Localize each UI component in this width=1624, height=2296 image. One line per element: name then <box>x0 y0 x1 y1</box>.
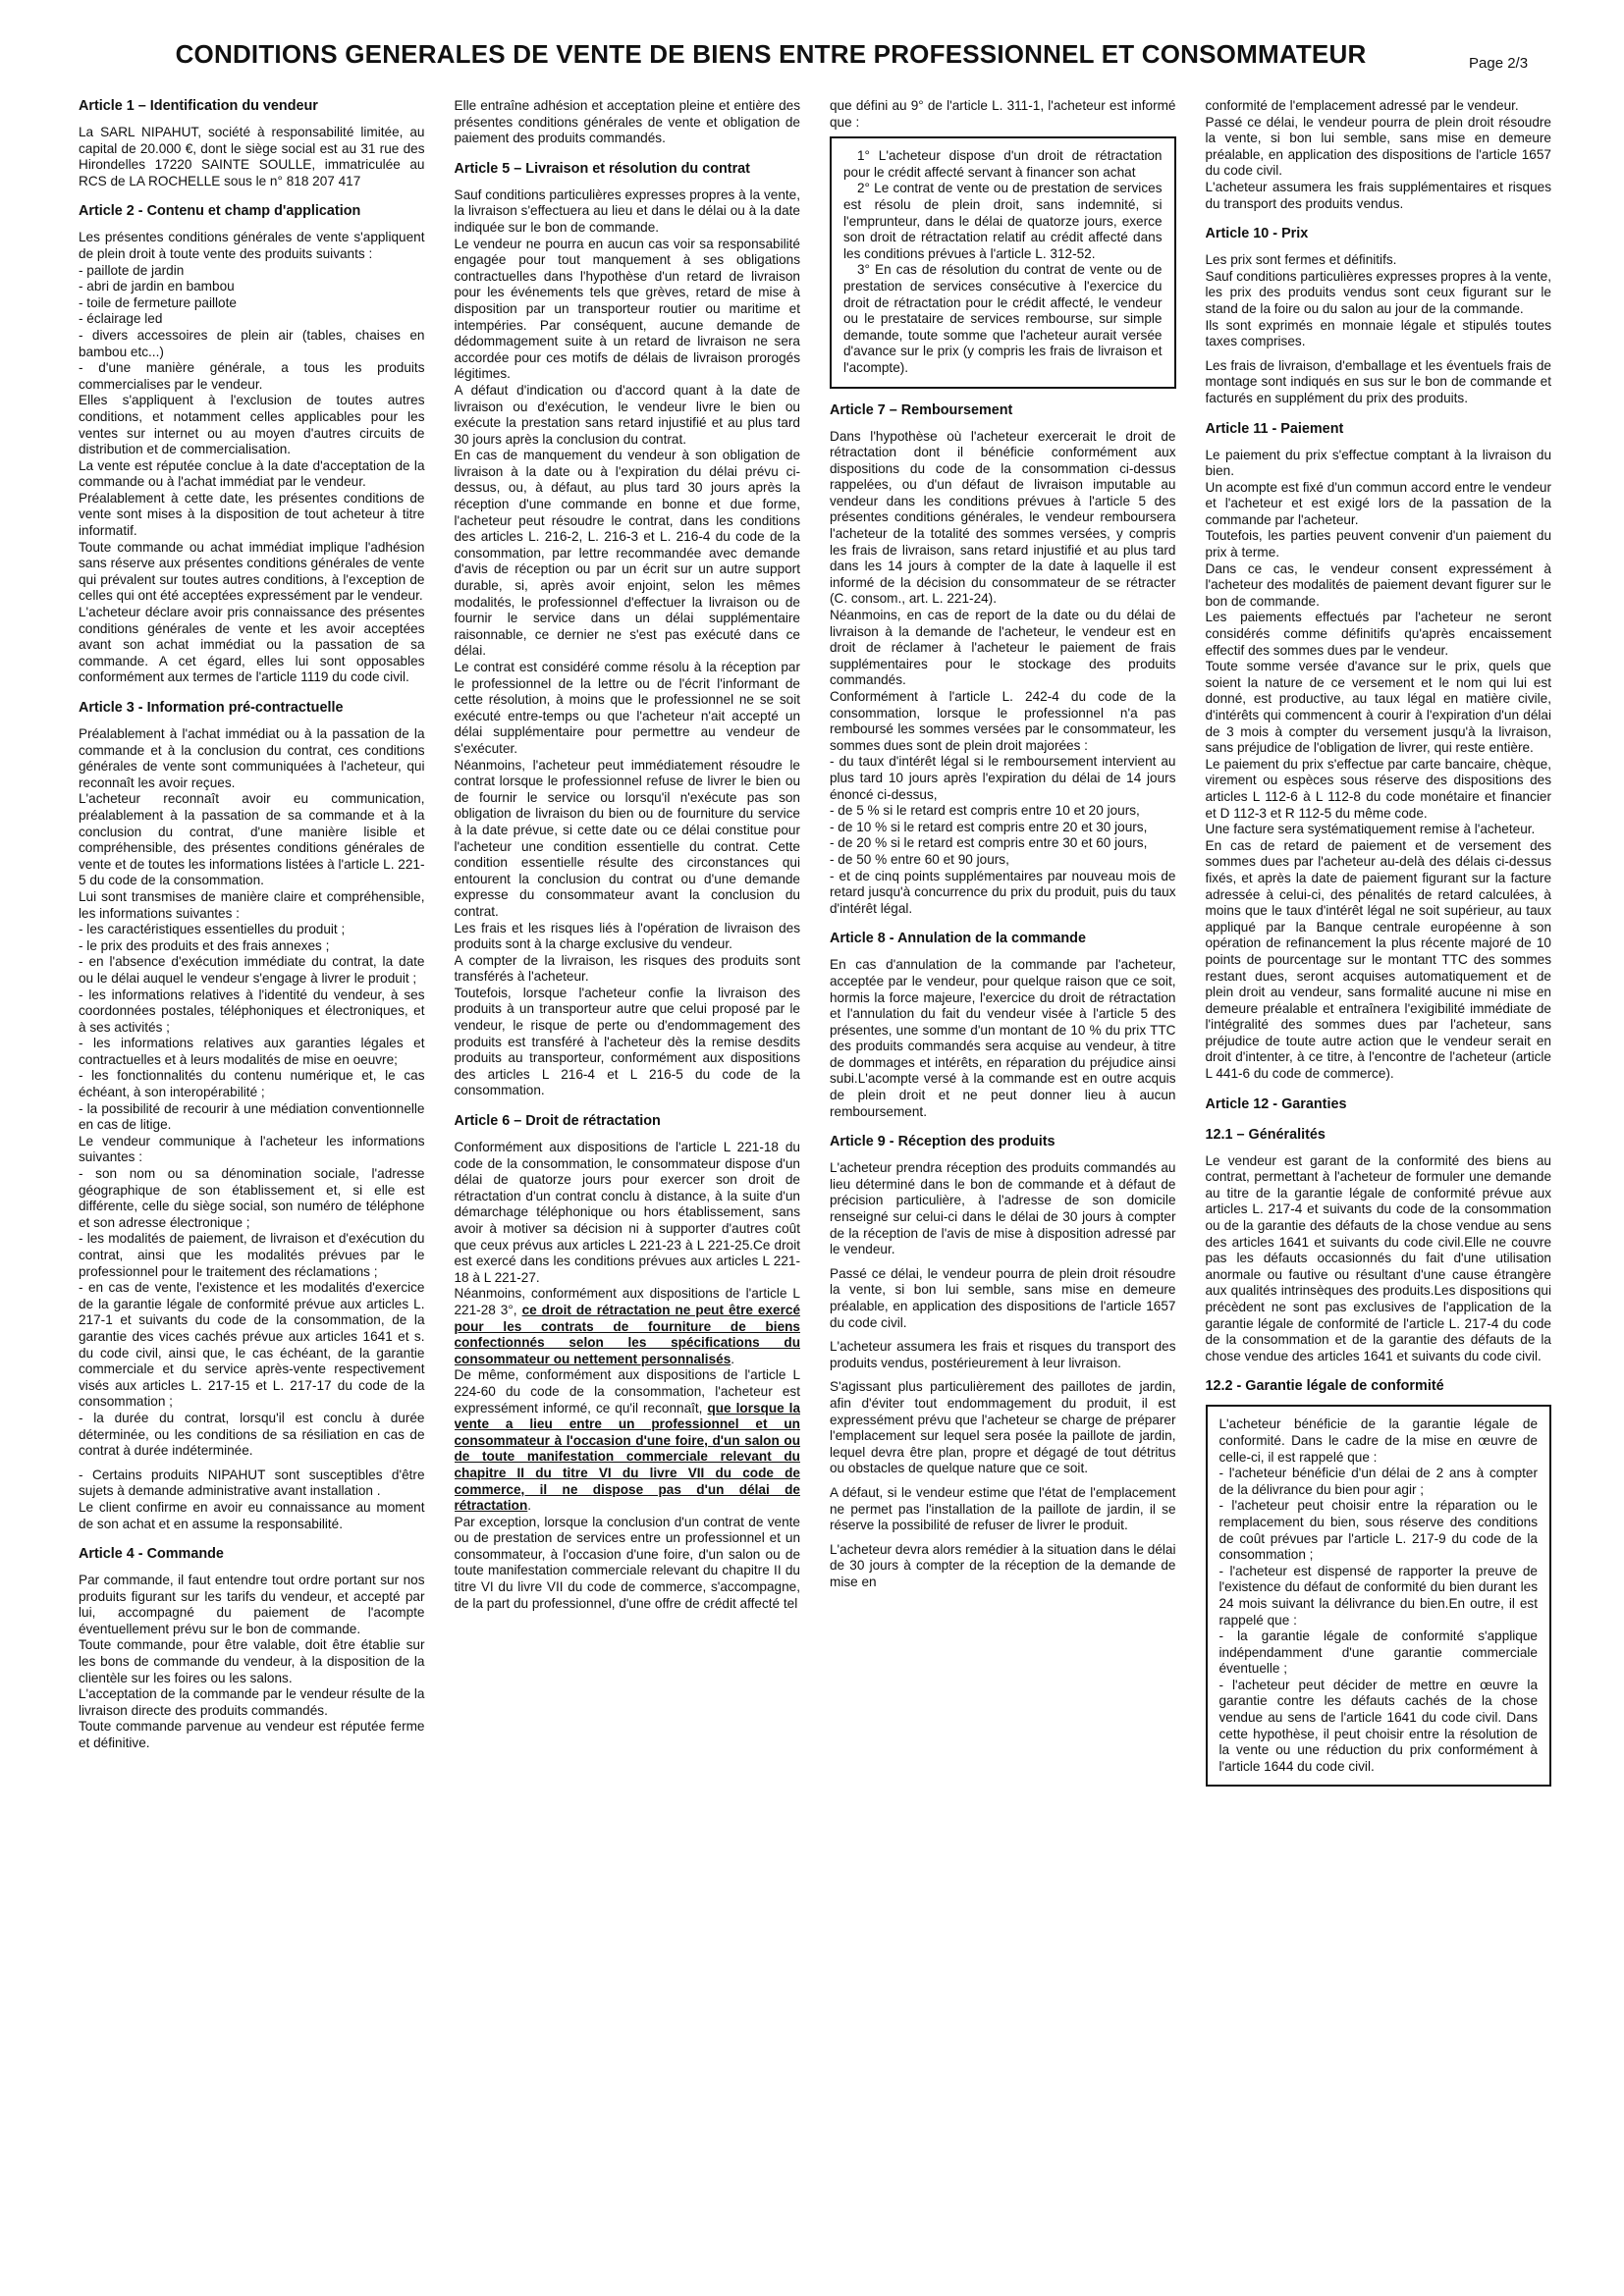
article-3-paragraph: L'acheteur reconnaît avoir eu communication, préalablement à la passation de sa commande et à la conclusion du contrat, d'une manière lisible et compréhensible, des présentes conditions générales de vente et de toutes les informations listées à l'article L. 221-5 du code de la consommation. <box>79 791 425 888</box>
article-7-paragraph: Conformément à l'article L. 242-4 du code de la consommation, lorsque le professionnel n'a pas remboursé les sommes versées par le consommateur, les sommes dues sont de plein droit majorées : <box>830 689 1176 753</box>
article-5-paragraph: En cas de manquement du vendeur à son obligation de livraison à la date ou à l'expiration du délai prévu ci-dessus, ou, à défaut, au plus tard 30 jours après la réception d'une commande en bonne et due forme, l'acheteur peut résoudre le contrat, dans les conditions des articles L. 216-2, L. 216-3 et L. 216-4 du code de la consommation, par lettre recommandée avec demande d'avis de réception ou par un écrit sur un autre support durable, si, après avoir enjoint, selon les mêmes modalités, le professionnel d'effectuer la livraison ou de fournir le service dans un délai supplémentaire raisonnable, ce dernier ne s'est pas exécuté dans ce délai. <box>454 448 800 659</box>
article-6-text: De même, conformément aux dispositions de l'article L 224-60 du code de la consommation, l'acheteur est expressément informé, ce qu'il reconnaît, <box>454 1367 800 1415</box>
article-3-list-item: - la durée du contrat, lorsqu'il est conclu à durée déterminée, ou les conditions de sa résiliation en cas de contrat à durée indéterminée. <box>79 1410 425 1459</box>
article-3-list-item: - la possibilité de recourir à une médiation conventionnelle en cas de litige. <box>79 1100 425 1133</box>
article-3-paragraph: Préalablement à l'achat immédiat ou à la passation de la commande et à la conclusion du contrat, ces conditions générales de vente sont communiquées à l'acheteur, qui reconnaît les avoir reçues. <box>79 726 425 790</box>
article-7-list-item: - de 5 % si le retard est compris entre 10 et 20 jours, <box>830 803 1140 819</box>
article-11-paragraph: En cas de retard de paiement et de versement des sommes dues par l'acheteur au-delà des délais ci-dessus fixés, et après la date de paiement figurant sur la facture adressée à celui-ci, des pénalités de retard calculées, à moins que le taux d'intérêt légal ne soit supérieur, au taux appliqué par la Banque centrale européenne à son opération de refinancement la plus récente majoré de 10 points de pourcentage sur le montant TTC des sommes restant dues, seront acquises automatiquement et de plein droit au vendeur, sans formalité aucune ni mise en demeure préalable et entraînera l'exigibilité immédiate de l'intégralité des sommes dues par l'acheteur, sans préjudice de toute autre action que le vendeur serait en droit d'intenter, à ce titre, à l'encontre de l'acheteur (article L 441-6 du code de commerce). <box>1205 837 1551 1082</box>
article-2-paragraph: Préalablement à cette date, les présentes conditions de vente sont mises à la disposition de tout acheteur à titre informatif. <box>79 490 425 539</box>
article-3-list-item: - les informations relatives aux garanties légales et contractuelles et à leurs modalités de mise en oeuvre; <box>79 1036 425 1067</box>
column-2 <box>455 98 801 2287</box>
article-11-paragraph: Un acompte est fixé d'un commun accord entre le vendeur et l'acheteur et est exigé lors de la passation de la commande par l'acheteur. <box>1205 479 1551 527</box>
article-7-list-item: - et de cinq points supplémentaires par nouveau mois de retard jusqu'à concurrence du prix du produit, puis du taux d'intérêt légal. <box>830 868 1176 916</box>
box-item: - l'acheteur est dispensé de rapporter la preuve de l'existence du défaut de conformité du bien durant les 24 mois suivant la délivrance du bien.En outre, il est rappelé que : <box>1218 1563 1538 1628</box>
article-3-list-item: - les modalités de paiement, de livraison et d'exécution du contrat, ainsi que les modalités prévues par le professionnel pour le traitement des réclamations ; <box>79 1231 425 1279</box>
article-6-paragraph <box>455 1367 801 1514</box>
article-5-title: Article 5 – Livraison et résolution du contrat <box>454 160 750 177</box>
article-2-title: Article 2 - Contenu et champ d'application <box>79 203 361 220</box>
article-3-list-item: - le prix des produits et des frais annexes ; <box>79 937 330 953</box>
column-3 <box>830 98 1176 2287</box>
article-5-paragraph: A compter de la livraison, les risques des produits sont transférés à l'acheteur. <box>454 952 800 985</box>
box-item: 2° Le contrat de vente ou de prestation de services est résolu de plein droit, sans indemnité, si l'emprunteur, dans le délai de quatorze jours, exerce son droit de rétractation relatif au crédit affecté dans les conditions prévues à l'article L. 312-52. <box>843 181 1163 261</box>
article-11-paragraph: Le paiement du prix s'effectue comptant à la livraison du bien. <box>1205 447 1551 479</box>
box-item: - la garantie légale de conformité s'applique indépendamment d'une garantie commerciale éventuelle ; <box>1218 1629 1538 1677</box>
article-7-list-item: - de 50 % entre 60 et 90 jours, <box>830 851 1009 867</box>
article-7-paragraph: Néanmoins, en cas de report de la date ou du délai de livraison à la demande de l'acheteur, le vendeur est en droit de réclamer à l'acheteur le paiement de frais supplémentaires pour le stockage des produits commandés. <box>830 608 1176 688</box>
document-body <box>79 98 1551 2287</box>
article-12-title: Article 12 - Garanties <box>1205 1095 1347 1112</box>
article-2-paragraph: Toute commande ou achat immédiat implique l'adhésion sans réserve aux présentes conditions générales de vente qui prévalent sur toutes autres conditions, à l'exception de celles qui ont été acceptées expressément par le vendeur. <box>79 539 425 604</box>
article-7-list-item: - de 10 % si le retard est compris entre 20 et 30 jours, <box>830 819 1148 834</box>
box-item: - l'acheteur peut choisir entre la réparation ou le remplacement du bien, sous réserve des conditions de coût prévues par l'article L. 217-9 du code de la consommation ; <box>1218 1498 1538 1563</box>
article-2-list-item: - divers accessoires de plein air (tables, chaises en bambou etc...) <box>79 327 425 359</box>
article-8-paragraph: En cas d'annulation de la commande par l'acheteur, acceptée par le vendeur, pour quelque raison que ce soit, hormis la force majeure, l'exercice du droit de rétractation et l'annulation du fait du vendeur visée à l'article 5 des présentes, une somme d'un montant de 10 % du prix TTC des produits commandés sera acquise au vendeur, à titre de dommages et intérêts, en réparation du préjudice ainsi subi.L'acompte versé à la commande est en outre acquis de plein droit et ne peut donner lieu à aucun remboursement. <box>830 957 1176 1119</box>
article-5-paragraph: Toutefois, lorsque l'acheteur confie la livraison des produits à un transporteur autre que celui proposé par le vendeur, le risque de perte ou d'endommagement des produits est transféré à l'acheteur dès la remise desdits produits au transporteur, conformément aux dispositions des articles L 216-4 et L 216-5 du code de la consommation. <box>454 985 800 1098</box>
article-3-list-item: - son nom ou sa dénomination sociale, l'adresse géographique de son établissement et, si elle est différente, celle du siège social, son numéro de téléphone et son adresse électronique ; <box>79 1166 425 1230</box>
article-6-text: Néanmoins, conformément aux dispositions de l'article L 221-28 3°, <box>454 1286 800 1317</box>
article-3-paragraph: Lui sont transmises de manière claire et compréhensible, les informations suivantes : <box>79 888 425 921</box>
article-11-paragraph: Toute somme versée d'avance sur le prix, quels que soient la nature de ce versement et le nom qui lui est donné, est productive, au taux légal en matière civile, d'intérêts qui commencent à courir à l'expiration d'un délai de 3 mois à compter du versement jusqu'à la livraison, sans préjudice de l'obligation de livrer, qui reste entière. <box>1205 659 1551 756</box>
article-3-paragraph: - Certains produits NIPAHUT sont susceptibles d'être sujets à demande administrative avant installation . <box>79 1467 425 1499</box>
article-11-paragraph: Les paiements effectués par l'acheteur ne seront considérés comme définitifs qu'après encaissement effectif des sommes dues par le vendeur. <box>1205 610 1551 658</box>
article-11-paragraph: Une facture sera systématiquement remise à l'acheteur. <box>1205 822 1536 837</box>
box-item: - l'acheteur bénéficie d'un délai de 2 ans à compter de la délivrance du bien pour agir ; <box>1218 1466 1538 1497</box>
article-11-title: Article 11 - Paiement <box>1205 420 1344 437</box>
article-7-list-item: - de 20 % si le retard est compris entre 30 et 60 jours, <box>830 835 1148 851</box>
article-5-paragraph: Néanmoins, l'acheteur peut immédiatement résoudre le contrat lorsque le professionnel refuse de livrer le bien ou de fournir le service ou lorsqu'il n'exécute pas son obligation de livraison du bien ou de fourniture du service à la date prévue, si cette date ou ce délai constitue pour l'acheteur une condition essentielle du contrat. Cette condition essentielle résulte des circonstances qui entourent la conclusion du contrat ou d'une demande expresse du consommateur avant la conclusion du contrat. <box>454 757 800 919</box>
article-5-paragraph: Le contrat est considéré comme résolu à la réception par le professionnel de la lettre ou de l'écrit l'informant de cette résolution, à moins que le professionnel ne se soit exécuté entre-temps ou que l'acheteur n'ait accepté un délai supplémentaire pour permettre au vendeur de s'exécuter. <box>454 660 800 756</box>
article-4-title: Article 4 - Commande <box>79 1546 224 1563</box>
article-11-paragraph: Toutefois, les parties peuvent convenir d'un paiement du prix à terme. <box>1205 528 1551 561</box>
article-4-paragraph: Toute commande, pour être valable, doit être établie sur les bons de commande du vendeur, à la disposition de la clientèle sur les foires ou les salons. <box>79 1637 425 1685</box>
article-12-2-title: 12.2 - Garantie légale de conformité <box>1205 1378 1444 1395</box>
article-1-title: Article 1 – Identification du vendeur <box>79 98 318 114</box>
article-6-continuation: que défini au 9° de l'article L. 311-1, l'acheteur est informé que : <box>830 98 1176 130</box>
article-2-list-item: - d'une manière générale, a tous les produits commercialises par le vendeur. <box>79 360 425 392</box>
article-2-list-item: - toile de fermeture paillote <box>79 294 237 310</box>
article-11-paragraph: Dans ce cas, le vendeur consent expressément à l'acheteur des modalités de paiement devant figurer sur le bon de commande. <box>1205 561 1551 609</box>
column-1 <box>79 98 425 2287</box>
article-8-title: Article 8 - Annulation de la commande <box>830 931 1086 947</box>
article-6-emphasis: ce droit de rétractation ne peut être exercé pour les contrats de fourniture de biens confectionnés selon les spécifications du consommateur ou nettement personnalisés <box>454 1302 800 1366</box>
article-2-paragraph: L'acheteur déclare avoir pris connaissance des présentes conditions générales de vente et les avoir acceptées avant son achat immédiat ou la passation de sa commande. A cet égard, elles lui sont opposables conformément aux termes de l'article 1119 du code civil. <box>79 605 425 685</box>
credit-retractation-box <box>830 136 1176 388</box>
article-9-paragraph: L'acheteur devra alors remédier à la situation dans le délai de 30 jours à compter de la réception de la demande de mise en <box>830 1541 1176 1589</box>
article-10-title: Article 10 - Prix <box>1205 226 1309 242</box>
article-3-title: Article 3 - Information pré-contractuelle <box>79 700 344 716</box>
article-3-list-item: - les caractéristiques essentielles du produit ; <box>79 922 346 937</box>
article-7-list-item: - du taux d'intérêt légal si le remboursement intervient au plus tard 10 jours après l'expiration du délai de 14 jours énoncé ci-dessus, <box>830 754 1176 802</box>
article-10-paragraph: Les frais de livraison, d'emballage et les éventuels frais de montage sont indiqués en sus sur le bon de commande et facturés en supplément du prix des produits. <box>1205 357 1551 405</box>
article-9-paragraph: S'agissant plus particulièrement des paillotes de jardin, afin d'éviter tout endommagement du produit, il est expressément prévu que l'acheteur se charge de préparer l'emplacement sur lequel sera posée la paillote de jardin, lequel devra être plan, propre et dégagé de tout détritus ou obstacles de quelque nature que ce soit. <box>830 1379 1176 1476</box>
article-5-paragraph: A défaut d'indication ou d'accord quant à la date de livraison ou d'exécution, le vendeur livre le bien ou exécute la prestation sans retard injustifié et au plus tard 30 jours après la conclusion du contrat. <box>454 382 800 447</box>
article-9-title: Article 9 - Réception des produits <box>830 1134 1056 1150</box>
article-9-paragraph: A défaut, si le vendeur estime que l'état de l'emplacement ne permet pas l'installation de la paillote de jardin, il se réserve la possibilité de refuser de livrer le produit. <box>830 1484 1176 1533</box>
article-9-continuation: conformité de l'emplacement adressé par le vendeur. <box>1205 98 1519 113</box>
article-6-text: . <box>527 1498 532 1514</box>
article-4-paragraph: Par commande, il faut entendre tout ordre portant sur nos produits figurant sur les tarifs du vendeur, et accepté par lui, accompagné du paiement de l'acompte éventuellement prévu sur le bon de commande. <box>79 1573 425 1636</box>
article-6-text: . <box>731 1351 735 1366</box>
article-12-1-title: 12.1 – Généralités <box>1205 1126 1326 1143</box>
article-4-paragraph: L'acceptation de la commande par le vendeur résulte de la livraison directe des produits commandés. <box>79 1686 425 1718</box>
legal-conformity-box <box>1206 1405 1552 1787</box>
article-12-paragraph: Le vendeur est garant de la conformité des biens au contrat, permettant à l'acheteur de formuler une demande au titre de la garantie légale de conformité prévue aux articles L. 217-4 et suivants du code de la consommation ou de la garantie des défauts de la chose vendue au sens des articles 1641 et suivants du code civil.Elle ne couvre pas les défauts occasionnés du fait d'une utilisation anormale ou fautive ou résultant d'une cause étrangère aux qualités intrinsèques des produits.Les dispositions qui précèdent ne sont pas exclusives de l'application de la garantie légale de conformité de l'article L. 217-4 du code de la consommation et de la garantie des défauts de la chose vendue des articles 1641 et suivants du code civil. <box>1205 1152 1551 1363</box>
box-item: - l'acheteur peut décider de mettre en œuvre la garantie contre les défauts cachés de la chose vendue au sens de l'article 1641 du code civil. Dans cette hypothèse, il peut choisir entre la résolution de la vente ou une réduction du prix conformément à l'article 1644 du code civil. <box>1218 1677 1538 1774</box>
article-6-emphasis: que lorsque la vente a lieu entre un professionnel et un consommateur à l'occasion d'une foire, d'un salon ou de toute manifestation commerciale relevant du chapitre II du titre VI du livre VII du code de commerce, il ne dispose pas d'un délai de rétractation <box>454 1400 800 1514</box>
article-9-paragraph: Passé ce délai, le vendeur pourra de plein droit résoudre la vente, si bon lui semble, sans mise en demeure préalable, en application des dispositions de l'article 1657 du code civil. <box>1205 114 1551 179</box>
article-3-paragraph: Le client confirme en avoir eu connaissance au moment de son achat et en assume la responsabilité. <box>79 1499 425 1531</box>
article-2-list-item: - paillote de jardin <box>79 262 185 278</box>
article-4-continuation: Elle entraîne adhésion et acceptation pleine et entière des présentes conditions générales de vente et obligation de paiement des produits commandés. <box>454 98 800 146</box>
article-5-paragraph: Sauf conditions particulières expresses propres à la vente, la livraison s'effectuera au lieu et dans le délai ou à la date indiquée sur le bon de commande. <box>454 187 800 235</box>
article-7-title: Article 7 – Remboursement <box>830 401 1013 418</box>
article-3-list-item: - les fonctionnalités du contenu numérique et, le cas échéant, à son interopérabilité ; <box>79 1068 425 1100</box>
article-9-paragraph: L'acheteur assumera les frais supplémentaires et risques du transport des produits vendus. <box>1205 179 1551 211</box>
box-item: 3° En cas de résolution du contrat de vente ou de prestation de services consécutive à l'exercice du droit de rétractation pour le crédit affecté, le vendeur ou le prestataire de services rembourse, sur simple demande, toute somme que l'acheteur aurait versée d'avance sur le prix (y compris les frais de livraison et l'acompte). <box>843 262 1163 375</box>
article-5-paragraph: Les frais et les risques liés à l'opération de livraison des produits sont à la charge exclusive du vendeur. <box>454 920 800 952</box>
article-2-list-item: - éclairage led <box>79 311 163 327</box>
article-2-list-item: - abri de jardin en bambou <box>79 279 235 294</box>
article-6-paragraph: Par exception, lorsque la conclusion d'un contrat de vente ou de prestation de services entre un professionnel et un consommateur, à l'occasion d'une foire, d'un salon ou de toute manifestation commerciale relevant du chapitre II du titre VI du livre VII du code de commerce, s'accompagne, de la part du professionnel, d'une offre de crédit affecté tel <box>454 1514 800 1611</box>
article-7-paragraph: Dans l'hypothèse où l'acheteur exercerait le droit de rétractation dont il bénéficie conformément aux dispositions du code de la consommation ci-dessus rappelées, ou d'un défaut de livraison imputable au vendeur dans les conditions prévues à l'article 5 des présentes conditions générales, le vendeur remboursera l'acheteur de la totalité des sommes versées, y compris les frais de livraison, sans retard injustifié et au plus tard dans les 14 jours à compter de la date à laquelle il est informé de la décision du consommateur de se rétracter (C. consom., art. L. 221-24). <box>830 428 1176 607</box>
article-2-paragraph: La vente est réputée conclue à la date d'acceptation de la commande ou à l'achat immédiat par le vendeur. <box>79 457 425 490</box>
article-10-paragraph: Les prix sont fermes et définitifs. <box>1205 252 1397 268</box>
article-2-paragraph: Elles s'appliquent à l'exclusion de toutes autres conditions, et notamment celles applicables pour les ventes sur internet ou au moyen d'autres circuits de distribution et de commercialisation. <box>79 393 425 457</box>
article-9-paragraph: L'acheteur prendra réception des produits commandés au lieu déterminé dans le bon de commande et à défaut de précision particulière, à l'adresse de son domicile renseigné sur celui-ci dans le délai de 30 jours à compter de la réception de l'avis de mise à disposition adressé par le vendeur. <box>830 1160 1176 1257</box>
article-1-text: La SARL NIPAHUT, société à responsabilité limitée, au capital de 20.000 €, dont le siège social est au 31 rue des Hirondelles 17220 SAINTE SOULLE, immatriculée au RCS de LA ROCHELLE sous le n° 818 207 417 <box>79 125 425 188</box>
box-paragraph: L'acheteur bénéficie de la garantie légale de conformité. Dans le cadre de la mise en œuvre de celle-ci, il est rappelé que : <box>1218 1416 1538 1465</box>
article-2-paragraph: Les présentes conditions générales de vente s'appliquent de plein droit à toute vente des produits suivants : <box>79 230 425 261</box>
box-item: 1° L'acheteur dispose d'un droit de rétractation pour le crédit affecté servant à financer son achat <box>843 148 1163 180</box>
page-number: Page 2/3 <box>1469 55 1529 72</box>
article-10-paragraph: Sauf conditions particulières expresses propres à la vente, les prix des produits vendus sont ceux figurant sur le stand de la foire ou du salon au jour de la commande. <box>1205 268 1551 316</box>
article-3-paragraph: Le vendeur communique à l'acheteur les informations suivantes : <box>79 1133 425 1165</box>
article-6-paragraph <box>455 1286 801 1367</box>
article-11-paragraph: Le paiement du prix s'effectue par carte bancaire, chèque, virement ou espèces sous réserve des dispositions des articles L 112-6 à L 112-8 du code monétaire et financier et D 112-3 et R 112-5 du même code. <box>1205 756 1551 821</box>
article-3-list-item: - les informations relatives à l'identité du vendeur, à ses coordonnées postales, téléphoniques et électroniques, et à ses activités ; <box>79 987 425 1035</box>
column-4 <box>1206 98 1552 2287</box>
article-4-paragraph: Toute commande parvenue au vendeur est réputée ferme et définitive. <box>79 1719 425 1751</box>
article-6-title: Article 6 – Droit de rétractation <box>454 1113 661 1130</box>
article-9-paragraph: Passé ce délai, le vendeur pourra de plein droit résoudre la vente, si bon lui semble, sans mise en demeure préalable, en application des dispositions de l'article 1657 du code civil. <box>830 1265 1176 1330</box>
article-3-list-item: - en cas de vente, l'existence et les modalités d'exercice de la garantie légale de conformité prévue aux articles L. 217-1 et suivants du code de la consommation, de la garantie des vices cachés prévue aux articles 1641 et s. du code civil, ainsi que, le cas échéant, de la garantie commerciale et du service après-vente respectivement visés aux articles L. 217-15 et L. 217-17 du code de la consommation ; <box>79 1280 425 1410</box>
article-10-paragraph: Ils sont exprimés en monnaie légale et stipulés toutes taxes comprises. <box>1205 317 1551 349</box>
article-6-paragraph: Conformément aux dispositions de l'article L 221-18 du code de la consommation, le consommateur dispose d'un délai de quatorze jours pour exercer son droit de rétractation d'un contrat conclu à distance, à la suite d'un démarchage téléphonique ou hors établissement, sans avoir à motiver sa décision ni à supporter d'autres coût que ceux prévus aux articles L 221-23 à L 221-25.Ce droit est exercé dans les conditions prévues aux articles L 221-18 à L 221-27. <box>454 1140 800 1285</box>
page-title: CONDITIONS GENERALES DE VENTE DE BIENS ENTRE PROFESSIONNEL ET CONSOMMATEUR <box>175 39 1367 69</box>
article-3-list-item: - en l'absence d'exécution immédiate du contrat, la date ou le délai auquel le vendeur s'engage à livrer le produit ; <box>79 954 425 986</box>
article-5-paragraph: Le vendeur ne pourra en aucun cas voir sa responsabilité engagée pour tout manquement à ses obligations contractuelles dans l'hypothèse d'un retard de livraison pour les événements tels que grèves, retard de mise à disposition par un transporteur routier ou maritime et intempéries. Par conséquent, aucune demande de dédommagement suite à un retard de livraison ne sera accordée pour ces motifs de délais de livraison prorogés légitimes. <box>454 236 800 382</box>
article-9-paragraph: L'acheteur assumera les frais et risques du transport des produits vendus, postérieurement à leur livraison. <box>830 1339 1176 1370</box>
